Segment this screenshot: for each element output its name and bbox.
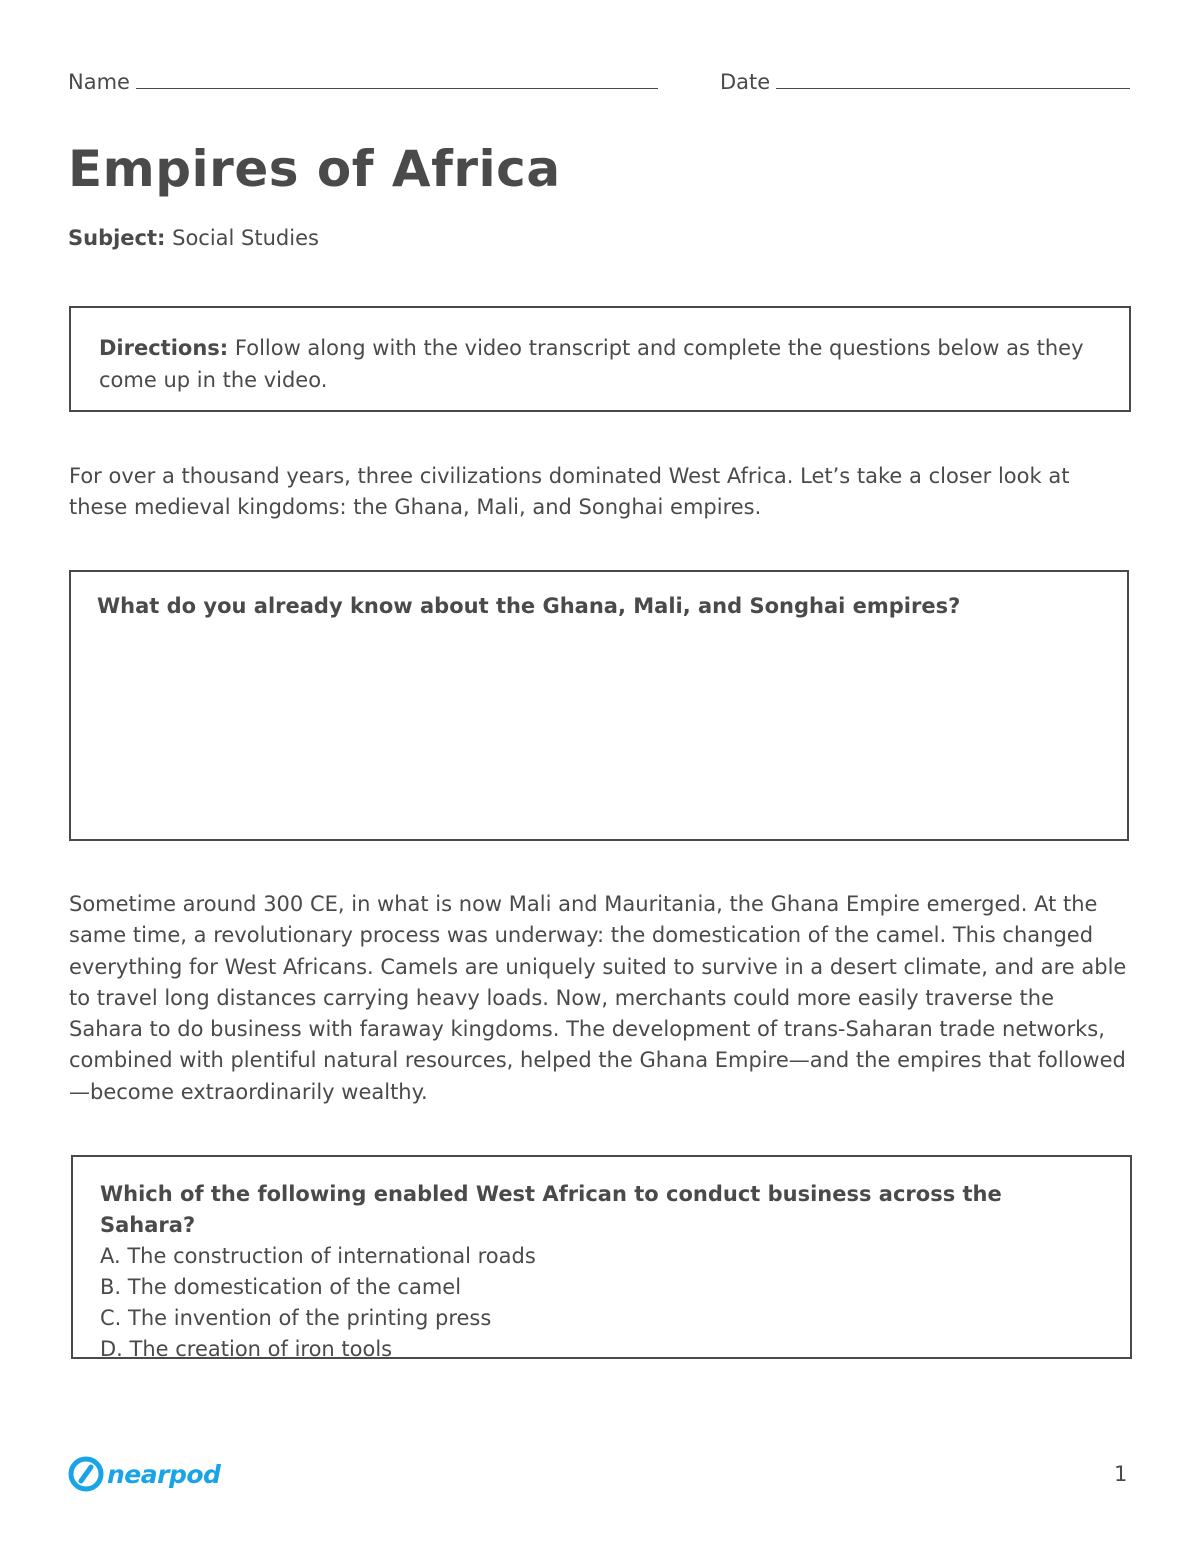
- name-label: Name: [68, 70, 130, 94]
- intro-paragraph: For over a thousand years, three civilizations dominated West Africa. Let’s take a closer look at these medieval kingdoms: the Ghana, Mali, and Songhai empires.: [69, 464, 1070, 520]
- subject-line: [68, 226, 319, 250]
- answer-option-b[interactable]: B. The domestication of the camel: [100, 1275, 462, 1299]
- name-field[interactable]: [68, 70, 658, 94]
- directions-label: Directions:: [99, 336, 229, 360]
- directions-box: [69, 306, 1131, 412]
- page-title: Empires of Africa: [68, 140, 561, 198]
- date-field[interactable]: [720, 70, 1130, 94]
- nearpod-logo-icon: [68, 1456, 104, 1492]
- subject-label: Subject:: [68, 226, 166, 250]
- page-number: 1: [1114, 1462, 1128, 1486]
- nearpod-logo: [68, 1456, 220, 1492]
- answer-option-a[interactable]: A. The construction of international roads: [100, 1244, 536, 1268]
- answer-option-d[interactable]: D. The creation of iron tools: [100, 1337, 393, 1361]
- question-1-box[interactable]: [69, 570, 1129, 841]
- name-line[interactable]: [136, 87, 658, 89]
- date-label: Date: [720, 70, 771, 94]
- answer-option-c[interactable]: C. The invention of the printing press: [100, 1306, 492, 1330]
- question-2-prompt: Which of the following enabled West African to conduct business across the Sahara?: [100, 1182, 1002, 1237]
- nearpod-wordmark: nearpod: [107, 1459, 221, 1489]
- question-1-prompt: What do you already know about the Ghana, Mali, and Songhai empires?: [97, 594, 961, 618]
- subject-value: Social Studies: [172, 226, 319, 250]
- date-line[interactable]: [776, 87, 1130, 89]
- header-fields: [68, 70, 1130, 100]
- ghana-paragraph: Sometime around 300 CE, in what is now Mali and Mauritania, the Ghana Empire emerged. At the same time, a revolutionary process was underway: the domestication of the camel. This changed everything for West Africans. Camels are uniquely suited to survive in a desert climate, and are able to travel long distances carrying heavy loads. Now, merchants could more easily traverse the Sahara to do business with faraway kingdoms. The development of trans-Saharan trade networks, combined with plentiful natural resources, helped the Ghana Empire—and the empires that followed—become extraordinarily wealthy.: [69, 892, 1127, 1104]
- question-2-box: [71, 1155, 1132, 1359]
- directions-text: Follow along with the video transcript and complete the questions below as they come up in the video.: [99, 336, 1084, 392]
